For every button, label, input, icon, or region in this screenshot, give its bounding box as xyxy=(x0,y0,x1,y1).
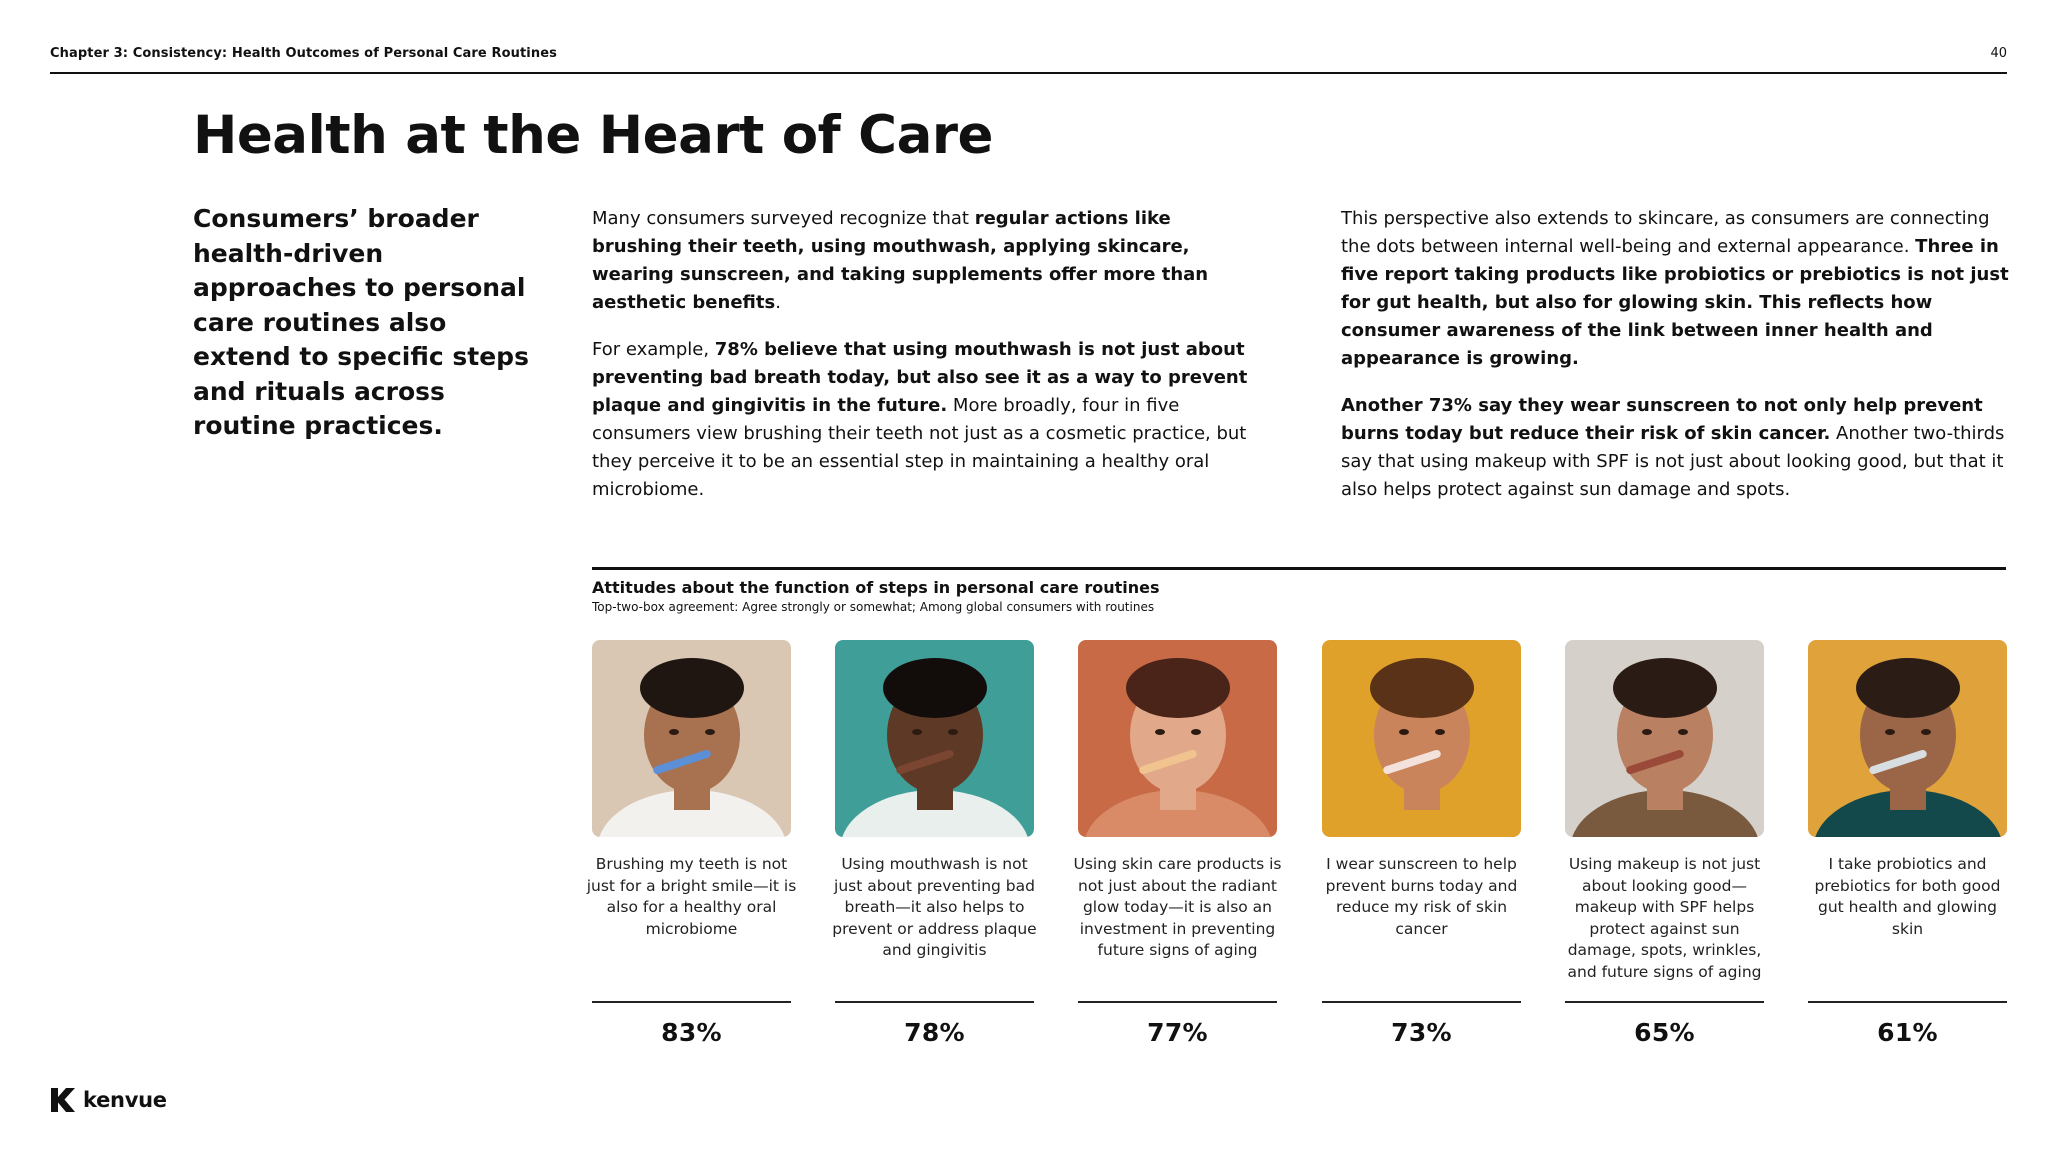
stat-label: Brushing my teeth is not just for a bright smile—it is also for a healthy oral microbiome xyxy=(586,855,797,938)
paragraph: For example, 78% believe that using mouthwash is not just about preventing bad breath today, but also see it as a way to prevent plaque and gingivitis in the future. More broadly, four in five consumers view brushing their teeth not just as a cosmetic practice, but they perceive it to be an essential step in maintaining a healthy oral microbiome. xyxy=(592,339,1248,500)
stat-label: I take probiotics and prebiotics for both good gut health and glowing skin xyxy=(1814,855,2001,938)
body-column-left xyxy=(592,205,1252,523)
intro-statement: Consumers’ broader health-driven approaches to personal care routines also extend to specific steps and rituals across routine practices. xyxy=(193,204,529,440)
stat-value: 77% xyxy=(1147,1018,1208,1047)
paragraph: This perspective also extends to skincare, as consumers are connecting the dots between internal well-being and external appearance. Three in five report taking products like probiotics or prebiotics is not just for gut health, but also for glowing skin. This reflects how consumer awareness of the link between inner health and appearance is growing. xyxy=(1341,208,2009,369)
stat-label: Using mouthwash is not just about preventing bad breath—it also helps to prevent or address plaque and gingivitis xyxy=(832,855,1037,959)
kenvue-k-icon xyxy=(50,1087,76,1113)
stat-divider xyxy=(592,1001,791,1003)
chapter-title: Chapter 3: Consistency: Health Outcomes of Personal Care Routines xyxy=(50,46,557,61)
page-title: Health at the Heart of Care xyxy=(193,105,993,166)
stat-divider xyxy=(1078,1001,1277,1003)
stat-card xyxy=(1073,640,1282,1060)
stat-value: 61% xyxy=(1877,1018,1938,1047)
stat-label: I wear sunscreen to help prevent burns today and reduce my risk of skin cancer xyxy=(1325,855,1518,938)
page-header xyxy=(50,46,2007,74)
paragraph: Many consumers surveyed recognize that regular actions like brushing their teeth, using mouthwash, applying skincare, wearing sunscreen, and taking supplements offer more than aesthetic benefits. xyxy=(592,208,1209,313)
stat-card xyxy=(1808,640,2007,1060)
stat-label: Using skin care products is not just about the radiant glow today—it is also an investment in preventing future signs of aging xyxy=(1073,855,1282,959)
page-number: 40 xyxy=(1990,46,2007,61)
stat-value: 78% xyxy=(904,1018,965,1047)
stat-cards xyxy=(586,640,2006,1060)
stat-value: 65% xyxy=(1634,1018,1695,1047)
brand-logo xyxy=(50,1087,167,1113)
person-drinking-water-photo xyxy=(1808,640,2007,837)
stat-card xyxy=(1322,640,1521,1060)
brand-name: kenvue xyxy=(83,1088,167,1112)
person-brushing-teeth-photo xyxy=(592,640,791,837)
person-applying-sunscreen-photo xyxy=(1322,640,1521,837)
person-rinsing-mouthwash-photo xyxy=(835,640,1034,837)
body-column-right xyxy=(1341,205,2011,523)
stat-value: 83% xyxy=(661,1018,722,1047)
chart-title: Attitudes about the function of steps in personal care routines xyxy=(592,578,1160,597)
stat-divider xyxy=(835,1001,1034,1003)
paragraph: Another 73% say they wear sunscreen to not only help prevent burns today but reduce their risk of skin cancer. Another two-thirds say that using makeup with SPF is not just about looking good, but that it also helps protect against sun damage and spots. xyxy=(1341,395,2005,500)
stat-divider xyxy=(1565,1001,1764,1003)
stat-label: Using makeup is not just about looking good—makeup with SPF helps protect against sun damage, spots, wrinkles, and future signs of aging xyxy=(1567,855,1762,981)
stat-divider xyxy=(1808,1001,2007,1003)
person-applying-makeup-photo xyxy=(1565,640,1764,837)
chart-subtitle: Top-two-box agreement: Agree strongly or somewhat; Among global consumers with routines xyxy=(592,600,1155,614)
stat-value: 73% xyxy=(1391,1018,1452,1047)
chart-divider xyxy=(592,567,2006,570)
person-applying-serum-photo xyxy=(1078,640,1277,837)
stat-card xyxy=(1565,640,1764,1060)
stat-card xyxy=(832,640,1037,1060)
stat-divider xyxy=(1322,1001,1521,1003)
stat-card xyxy=(586,640,797,1060)
